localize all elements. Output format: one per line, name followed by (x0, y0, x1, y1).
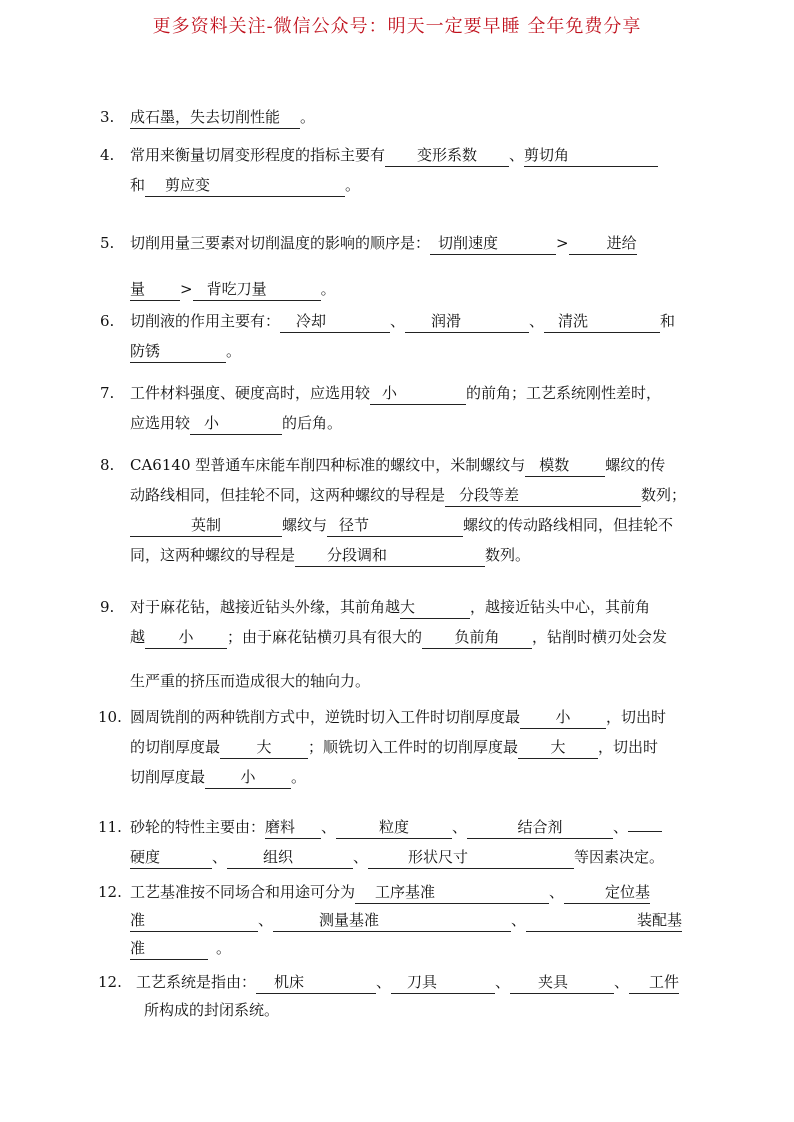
answer-blank (628, 831, 662, 832)
answer-blank: 硬度 (130, 846, 212, 869)
answer-blank: 定位基 (564, 881, 650, 904)
answer-blank: 防锈 (130, 340, 226, 363)
answer-blank: 变形系数 (385, 144, 509, 167)
question-8: 8. CA6140 型普通车床能车削四种标准的螺纹中，米制螺纹与 模数 螺纹的传 动路线相同，但挂轮不同，这两种螺纹的导程是 分段等差 数列； 英制 螺纹与 径节 螺纹的传动路线相同，但挂轮不 同，这两种螺纹的导程是 分段调和 数列。 (100, 450, 700, 570)
answer-blank: 剪切角 (524, 144, 658, 167)
answer-blank: 成石墨，失去切削性能 (130, 106, 300, 129)
answer-blank: 量 (130, 278, 180, 301)
question-4: 4. 常用来衡量切屑变形程度的指标主要有 变形系数 、剪切角 和 剪应变 。 (100, 140, 700, 200)
question-number: 10. (98, 708, 122, 726)
answer-blank: 工序基准 (355, 881, 549, 904)
answer-blank: 大 (518, 736, 598, 759)
answer-blank: 小 (145, 626, 227, 649)
question-number: 9. (100, 598, 115, 616)
answer-blank: 进给 (569, 232, 637, 255)
answer-blank: 大 (400, 596, 470, 619)
question-number: 12. (98, 973, 122, 991)
question-3: 3. 成石墨，失去切削性能 。 (100, 102, 700, 132)
question-12-basis: 12. 工艺基准按不同场合和用途可分为 工序基准 、 定位基 准 、 测量基准 、 装配基 准 。 (100, 878, 700, 962)
answer-blank: 装配基 (526, 909, 682, 932)
answer-blank: 冷却 (280, 310, 390, 333)
header-banner: 更多资料关注-微信公众号：明天一定要早睡 全年免费分享 (152, 16, 642, 37)
question-number: 5. (100, 234, 115, 252)
question-9: 9. 对于麻花钻，越接近钻头外缘，其前角越大 ，越接近钻头中心，其前角 越 小 ；由于麻花钻横刃具有很大的 负前角 ，钻削时横刃处会发 生严重的挤压而造成很大的轴向力。 (100, 592, 700, 696)
answer-blank: 模数 (525, 454, 605, 477)
answer-blank: 切削速度 (430, 232, 556, 255)
answer-blank: 大 (220, 736, 308, 759)
answer-blank: 分段等差 (445, 484, 641, 507)
answer-blank: 清洗 (544, 310, 660, 333)
answer-blank: 小 (370, 382, 466, 405)
question-number: 12. (98, 883, 122, 901)
question-number: 4. (100, 146, 115, 164)
question-number: 8. (100, 456, 115, 474)
answer-blank: 刀具 (391, 971, 495, 994)
question-number: 7. (100, 384, 115, 402)
question-number: 3. (100, 108, 115, 126)
answer-blank: 准 (130, 909, 258, 932)
answer-blank: 夹具 (510, 971, 614, 994)
answer-blank: 小 (520, 706, 606, 729)
answer-blank: 磨料 (265, 816, 321, 839)
answer-blank: 形状尺寸 (368, 846, 574, 869)
answer-blank: 测量基准 (273, 909, 511, 932)
question-5: 5. 切削用量三要素对切削温度的影响的顺序是： 切削速度 > 进给 量 > 背吃刀量 。 (100, 220, 700, 312)
question-number: 6. (100, 312, 115, 330)
answer-blank: 分段调和 (295, 544, 485, 567)
question-12-system: 12. 工艺系统是指由： 机床 、 刀具 、 夹具 、 工件 所构成的封闭系统。 (100, 968, 700, 1024)
answer-blank: 小 (205, 766, 291, 789)
question-11: 11. 砂轮的特性主要由：磨料 、 粒度 、 结合剂 、 硬度 、 组织 、 形状尺寸 等因素决定。 (100, 812, 700, 872)
question-7: 7. 工件材料强度、硬度高时，应选用较 小 的前角；工艺系统刚性差时， 应选用较 小 的后角。 (100, 378, 700, 438)
answer-blank: 润滑 (405, 310, 529, 333)
answer-blank: 机床 (256, 971, 376, 994)
question-number: 11. (98, 818, 122, 836)
answer-blank: 英制 (130, 514, 282, 537)
answer-blank: 准 (130, 937, 208, 960)
answer-blank: 小 (190, 412, 282, 435)
answer-blank: 工件 (629, 971, 679, 994)
answer-blank: 径节 (327, 514, 463, 537)
answer-blank: 负前角 (422, 626, 532, 649)
answer-blank: 背吃刀量 (193, 278, 321, 301)
answer-blank: 组织 (227, 846, 353, 869)
question-10: 10. 圆周铣削的两种铣削方式中，逆铣时切入工件时切削厚度最 小 ，切出时 的切削厚度最 大 ；顺铣切入工件时的切削厚度最 大 ，切出时 切削厚度最 小 。 (100, 702, 700, 792)
answer-blank: 粒度 (336, 816, 452, 839)
question-6: 6. 切削液的作用主要有： 冷却 、 润滑 、 清洗 和 防锈 。 (100, 306, 700, 366)
answer-blank: 结合剂 (467, 816, 613, 839)
answer-blank: 剪应变 (145, 174, 345, 197)
